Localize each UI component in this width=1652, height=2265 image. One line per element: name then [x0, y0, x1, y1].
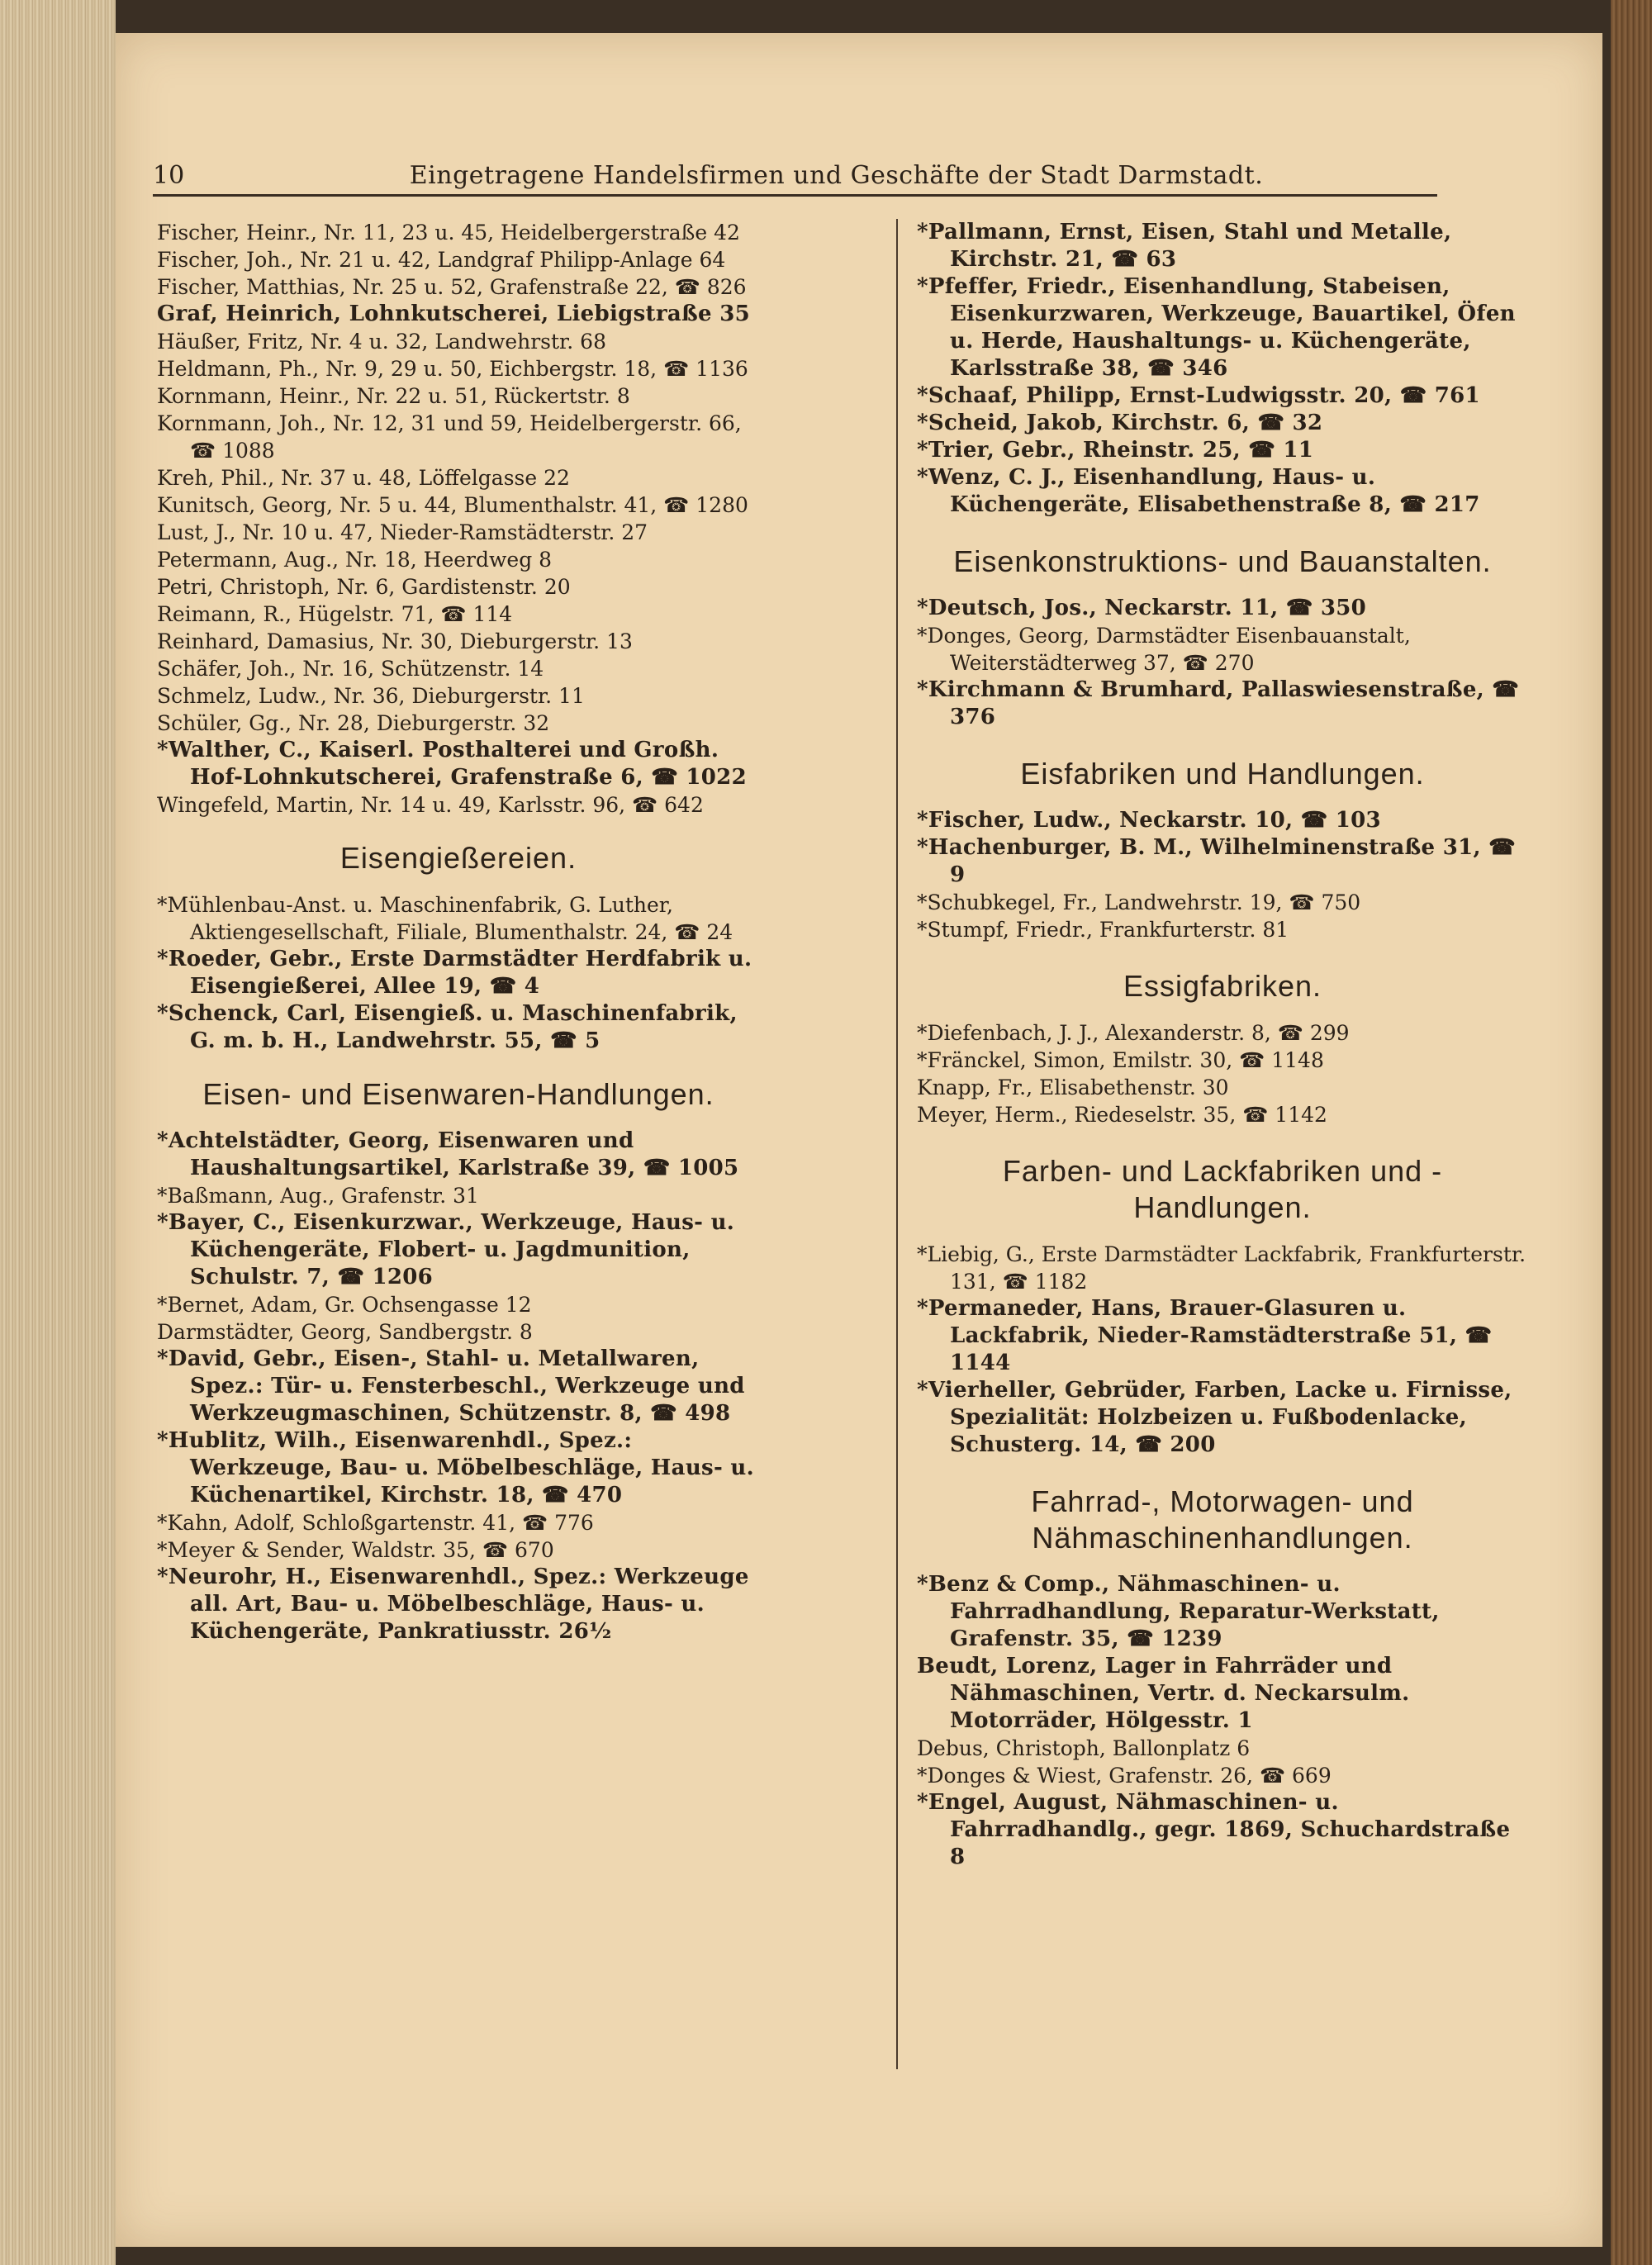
listing-group	[917, 1019, 1528, 1128]
directory-entry: Heldmann, Ph., Nr. 9, 29 u. 50, Eichbergstr. 18, ☎ 1136	[157, 357, 748, 381]
directory-entry: Darmstädter, Georg, Sandbergstr. 8	[157, 1320, 533, 1344]
directory-entry: *Scheid, Jakob, Kirchstr. 6, ☎ 32	[917, 411, 1323, 435]
directory-entry: *Permaneder, Hans, Brauer-Glasuren u. Lackfabrik, Nieder-Ramstädterstraße 51, ☎ 1144	[917, 1296, 1493, 1375]
directory-entry: Lust, J., Nr. 10 u. 47, Nieder-Ramstädterstr. 27	[157, 520, 648, 544]
directory-entry: Fischer, Matthias, Nr. 25 u. 52, Grafenstraße 22, ☎ 826	[157, 275, 747, 299]
directory-entry: *Benz & Comp., Nähmaschinen- u. Fahrradhandlung, Reparatur-Werkstatt, Grafenstr. 35, ☎ 1239	[917, 1572, 1440, 1651]
directory-entry: *Donges, Georg, Darmstädter Eisenbauanstalt, Weiterstädterweg 37, ☎ 270	[917, 624, 1411, 675]
listing-group	[157, 891, 760, 1055]
section-heading: Farben- und Lackfabriken und -Handlungen.	[1002, 1154, 1443, 1224]
right-column	[917, 219, 1528, 1871]
book-page-edges	[0, 0, 116, 2265]
directory-entry: Schmelz, Ludw., Nr. 36, Dieburgerstr. 11	[157, 684, 585, 708]
listing-group	[917, 1241, 1528, 1459]
directory-entry: *Pfeffer, Friedr., Eisenhandlung, Stabeisen, Eisenkurzwaren, Werkzeuge, Bauartikel, Öfen u. Herde, Haushaltungs- u. Küchengeräte, Karlsstraße 38, ☎ 346	[917, 274, 1516, 381]
column-divider	[896, 219, 898, 2069]
section-heading: Essigfabriken.	[1123, 969, 1322, 1003]
directory-entry: *Schaaf, Philipp, Ernst-Ludwigsstr. 20, ☎ 761	[917, 383, 1480, 408]
directory-entry: *Vierheller, Gebrüder, Farben, Lacke u. Firnisse, Spezialität: Holzbeizen u. Fußbodenlacke, Schusterg. 14, ☎ 200	[917, 1378, 1512, 1457]
directory-entry: *Bayer, C., Eisenkurzwar., Werkzeuge, Haus- u. Küchengeräte, Flobert- u. Jagdmunition, Schulstr. 7, ☎ 1206	[157, 1210, 735, 1289]
directory-entry: Fischer, Heinr., Nr. 11, 23 u. 45, Heidelbergerstraße 42	[157, 221, 740, 245]
directory-entry: *Schenck, Carl, Eisengieß. u. Maschinenfabrik, G. m. b. H., Landwehrstr. 55, ☎ 5	[157, 1001, 738, 1053]
directory-entry: *Walther, C., Kaiserl. Posthalterei und Großh. Hof-Lohnkutscherei, Grafenstraße 6, ☎ 1022	[157, 738, 747, 790]
listing-group	[917, 807, 1528, 943]
directory-entry: *Hublitz, Wilh., Eisenwarenhdl., Spez.: Werkzeuge, Bau- u. Möbelbeschläge, Haus- u. Küchenartikel, Kirchstr. 18, ☎ 470	[157, 1428, 754, 1508]
page-title: Eingetragene Handelsfirmen und Geschäfte der Stadt Darmstadt.	[409, 161, 1264, 190]
page-number: 10	[153, 161, 185, 190]
listing-group	[917, 595, 1528, 731]
directory-entry: *Meyer & Sender, Waldstr. 35, ☎ 670	[157, 1538, 554, 1562]
directory-entry: *Trier, Gebr., Rheinstr. 25, ☎ 11	[917, 438, 1314, 463]
directory-entry: *Fränckel, Simon, Emilstr. 30, ☎ 1148	[917, 1048, 1324, 1072]
directory-entry: *Stumpf, Friedr., Frankfurterstr. 81	[917, 918, 1289, 942]
directory-entry: *Kahn, Adolf, Schloßgartenstr. 41, ☎ 776	[157, 1511, 594, 1535]
section-heading: Eisengießereien.	[339, 841, 577, 875]
directory-entry: *Baßmann, Aug., Grafenstr. 31	[157, 1184, 479, 1208]
section-heading: Eisfabriken und Handlungen.	[1020, 757, 1425, 791]
directory-entry: *Diefenbach, J. J., Alexanderstr. 8, ☎ 299	[917, 1021, 1350, 1045]
directory-entry: Schäfer, Joh., Nr. 16, Schützenstr. 14	[157, 657, 544, 681]
directory-entry: *Fischer, Ludw., Neckarstr. 10, ☎ 103	[917, 808, 1381, 833]
directory-entry: Graf, Heinrich, Lohnkutscherei, Liebigstraße 35	[157, 302, 751, 326]
directory-entry: Häußer, Fritz, Nr. 4 u. 32, Landwehrstr. 68	[157, 330, 606, 354]
directory-entry: *Kirchmann & Brumhard, Pallaswiesenstraße, ☎ 376	[917, 677, 1520, 729]
directory-entry: *Schubkegel, Fr., Landwehrstr. 19, ☎ 750	[917, 890, 1361, 914]
directory-entry: Schüler, Gg., Nr. 28, Dieburgerstr. 32	[157, 711, 550, 735]
directory-entry: Petri, Christoph, Nr. 6, Gardistenstr. 20	[157, 575, 571, 599]
directory-entry: Kornmann, Joh., Nr. 12, 31 und 59, Heidelbergerstr. 66, ☎ 1088	[157, 411, 742, 463]
directory-entry: *Neurohr, H., Eisenwarenhdl., Spez.: Werkzeuge all. Art, Bau- u. Möbelbeschläge, Haus- u. Küchengeräte, Pankratiusstr. 26½	[157, 1565, 749, 1644]
directory-entry: Reimann, R., Hügelstr. 71, ☎ 114	[157, 602, 513, 626]
directory-entry: Wingefeld, Martin, Nr. 14 u. 49, Karlsstr. 96, ☎ 642	[157, 793, 704, 817]
directory-entry: Debus, Christoph, Ballonplatz 6	[917, 1736, 1251, 1760]
directory-entry: Knapp, Fr., Elisabethenstr. 30	[917, 1076, 1229, 1099]
directory-entry: Kunitsch, Georg, Nr. 5 u. 44, Blumenthalstr. 41, ☎ 1280	[157, 493, 748, 517]
directory-entry: *Deutsch, Jos., Neckarstr. 11, ☎ 350	[917, 596, 1367, 620]
section-heading: Fahrrad-, Motorwagen- und Nähmaschinenhandlungen.	[1031, 1484, 1414, 1555]
directory-entry: Kornmann, Heinr., Nr. 22 u. 51, Rückertstr. 8	[157, 384, 630, 408]
section-heading: Eisen- und Eisenwaren-Handlungen.	[202, 1077, 714, 1111]
directory-entry: *Roeder, Gebr., Erste Darmstädter Herdfabrik u. Eisengießerei, Allee 19, ☎ 4	[157, 947, 752, 999]
left-column	[157, 219, 760, 1645]
directory-entry: *Engel, August, Nähmaschinen- u. Fahrradhandlg., gegr. 1869, Schuchardstraße 8	[917, 1790, 1511, 1869]
section-heading: Eisenkonstruktions- und Bauanstalten.	[953, 544, 1492, 578]
directory-entry: Fischer, Joh., Nr. 21 u. 42, Landgraf Philipp-Anlage 64	[157, 248, 726, 272]
directory-entry: *Hachenburger, B. M., Wilhelminenstraße 31, ☎ 9	[917, 835, 1516, 887]
directory-entry: *Wenz, C. J., Eisenhandlung, Haus- u. Küchengeräte, Elisabethenstraße 8, ☎ 217	[917, 465, 1480, 517]
listing-group	[157, 219, 760, 819]
book-cover-edge	[1611, 0, 1652, 2265]
directory-entry: *David, Gebr., Eisen-, Stahl- u. Metallwaren, Spez.: Tür- u. Fensterbeschl., Werkzeuge und Werkzeugmaschinen, Schützenstr. 8, ☎ 498	[157, 1346, 745, 1426]
listing-group	[917, 219, 1528, 519]
page-header	[153, 161, 1437, 197]
directory-entry: *Bernet, Adam, Gr. Ochsengasse 12	[157, 1293, 532, 1317]
listing-group	[157, 1128, 760, 1645]
listing-group	[917, 1571, 1528, 1871]
directory-entry: *Liebig, G., Erste Darmstädter Lackfabrik, Frankfurterstr. 131, ☎ 1182	[917, 1242, 1526, 1294]
directory-entry: Reinhard, Damasius, Nr. 30, Dieburgerstr. 13	[157, 629, 633, 653]
directory-entry: *Donges & Wiest, Grafenstr. 26, ☎ 669	[917, 1764, 1332, 1788]
directory-entry: Kreh, Phil., Nr. 37 u. 48, Löffelgasse 22	[157, 466, 570, 490]
directory-entry: Beudt, Lorenz, Lager in Fahrräder und Nähmaschinen, Vertr. d. Neckarsulm. Motorräder, Hölgesstr. 1	[917, 1654, 1410, 1733]
directory-entry: *Achtelstädter, Georg, Eisenwaren und Haushaltungsartikel, Karlstraße 39, ☎ 1005	[157, 1128, 739, 1180]
directory-entry: Meyer, Herm., Riedeselstr. 35, ☎ 1142	[917, 1103, 1327, 1127]
directory-entry: *Pallmann, Ernst, Eisen, Stahl und Metalle, Kirchstr. 21, ☎ 63	[917, 220, 1452, 272]
directory-entry: *Mühlenbau-Anst. u. Maschinenfabrik, G. Luther, Aktiengesellschaft, Filiale, Blumenthalstr. 24, ☎ 24	[157, 893, 733, 944]
directory-entry: Petermann, Aug., Nr. 18, Heerdweg 8	[157, 548, 553, 572]
